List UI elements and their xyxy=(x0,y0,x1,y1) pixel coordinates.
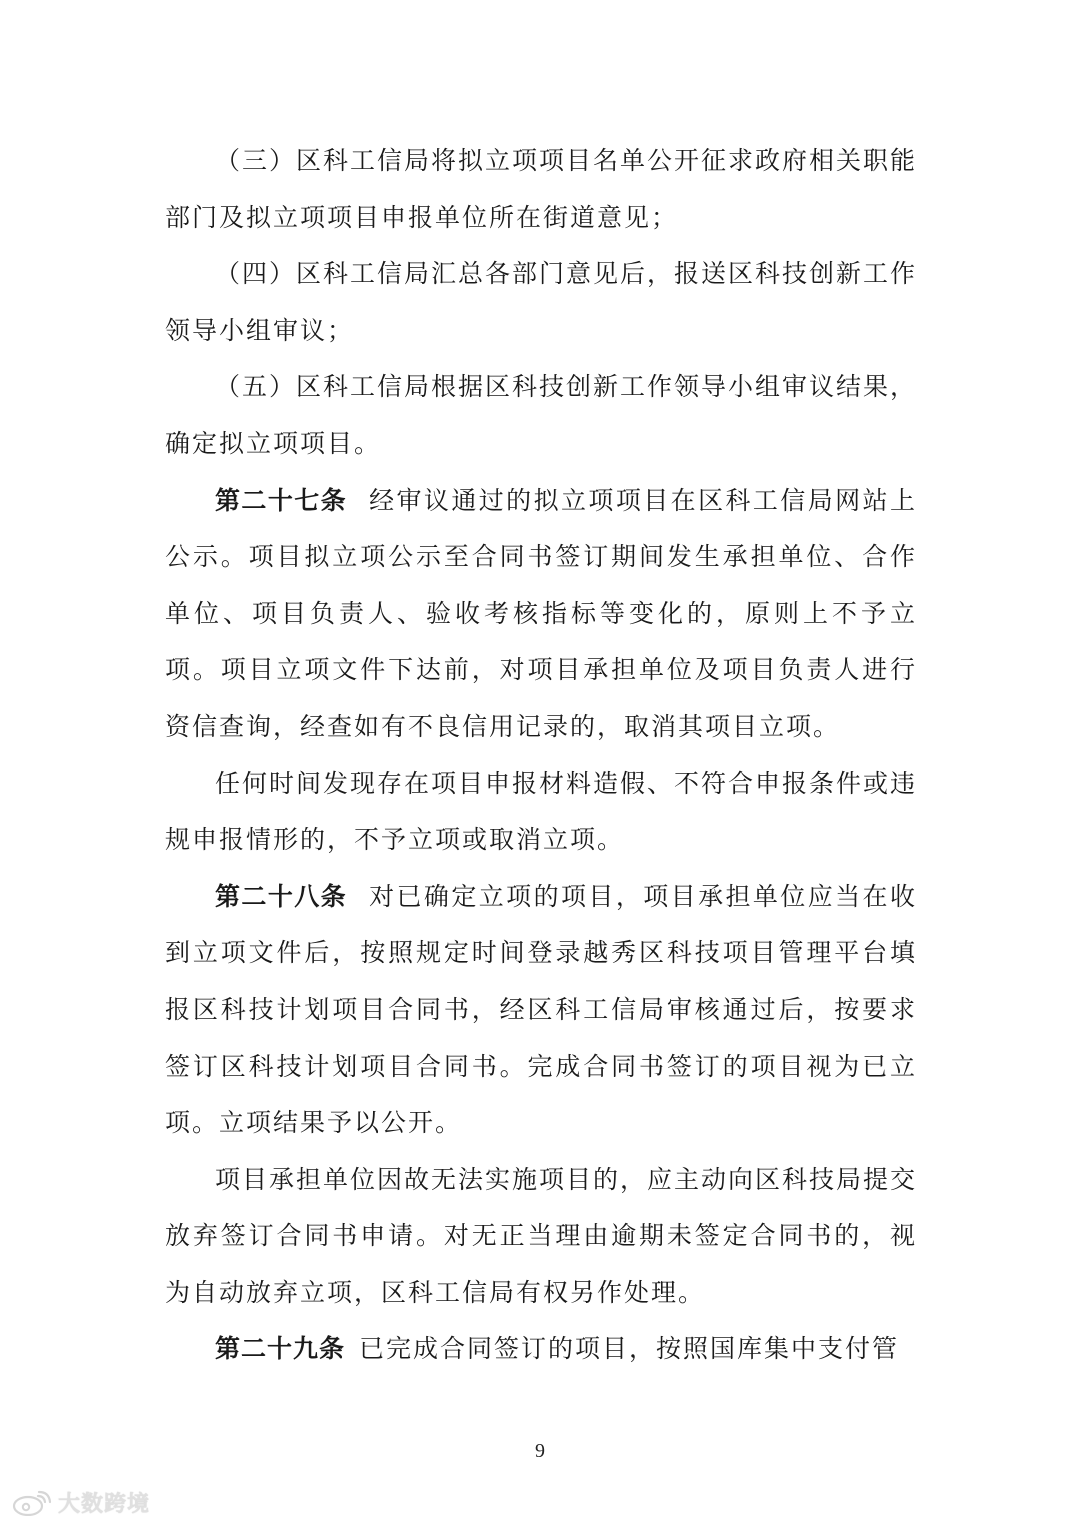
article-heading: 第二十八条 xyxy=(215,881,348,911)
paragraph-text: （五）区科工信局根据区科技创新工作领导小组审议结果，确定拟立项项目。 xyxy=(165,372,918,458)
weibo-logo-icon xyxy=(12,1490,52,1516)
article-heading: 第二十九条 xyxy=(215,1334,346,1364)
article-27 xyxy=(165,473,917,756)
paragraph-text: （四）区科工信局汇总各部门意见后，报送区科技创新工作领导小组审议； xyxy=(165,259,918,345)
article-29 xyxy=(165,1321,917,1378)
article-28 xyxy=(165,869,917,1152)
paragraph-item xyxy=(165,1152,917,1322)
watermark xyxy=(12,1487,150,1518)
page-number: 9 xyxy=(535,1440,545,1462)
paragraph-text: 任何时间发现存在项目申报材料造假、不符合申报条件或违规申报情形的，不予立项或取消立项。 xyxy=(165,768,918,855)
watermark-text: 大数跨境 xyxy=(58,1492,151,1517)
paragraph-text: 已完成合同签订的项目，按照国库集中支付管 xyxy=(359,1334,900,1364)
article-heading: 第二十七条 xyxy=(215,485,348,515)
paragraph-item-4 xyxy=(165,246,917,359)
document-body xyxy=(165,133,917,1378)
paragraph-text: 经审议通过的拟立项项目在区科工信局网站上公示。项目拟立项公示至合同书签订期间发生承担单位、合作单位、项目负责人、验收考核指标等变化的，原则上不予立项。项目立项文件下达前，对项目承担单位及项目负责人进行资信查询，经查如有不良信用记录的，取消其项目立项。 xyxy=(165,485,917,741)
paragraph-text: （三）区科工信局将拟立项项目名单公开征求政府相关职能部门及拟立项项目申报单位所在街道意见； xyxy=(165,146,918,232)
paragraph-text: 对已确定立项的项目，项目承担单位应当在收到立项文件后，按照规定时间登录越秀区科技项目管理平台填报区科技计划项目合同书，经区科工信局审核通过后，按要求签订区科技计划项目合同书。完成合同书签订的项目视为已立项。立项结果予以公开。 xyxy=(165,881,917,1138)
paragraph-text: 项目承担单位因故无法实施项目的，应主动向区科技局提交放弃签订合同书申请。对无正当理由逾期未签定合同书的，视为自动放弃立项，区科工信局有权另作处理。 xyxy=(165,1164,918,1307)
paragraph-item-3 xyxy=(165,133,917,246)
paragraph-item xyxy=(165,756,917,869)
paragraph-item-5 xyxy=(165,359,917,472)
